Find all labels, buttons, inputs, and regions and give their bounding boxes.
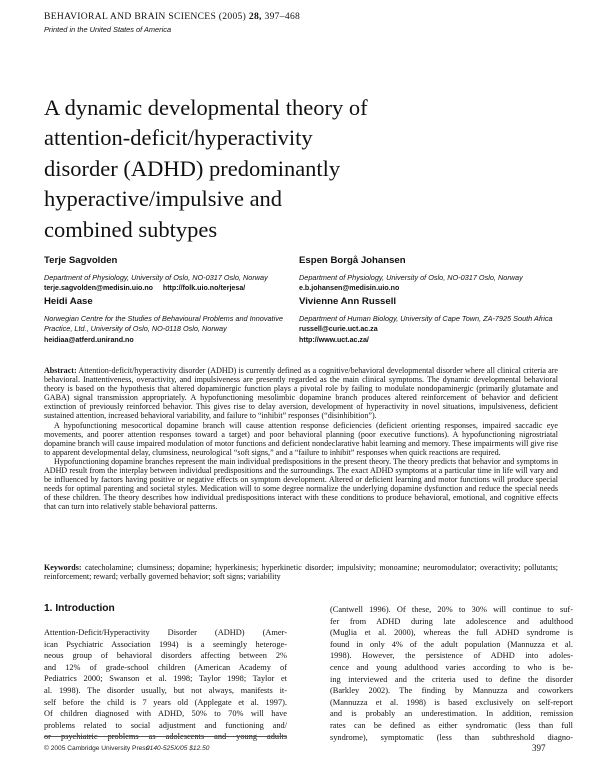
title-line: hyperactive/impulsive and <box>44 186 283 212</box>
abstract-paragraph: Hypofunctioning dopamine branches represent the main individual predispositions in the present theory. The theory predicts that behavior and symptoms in ADHD result from the interplay between individual predispositions and the surroundings. The exact ADHD symptoms at a particular time in life will vary and be influenced by factors having positive or negative effects on symptom development. Altered or deficient learning and motor functions will produce special needs for optimal parenting and societal styles. Medication will to some degree normalize the underlying dopamine dysfunction and reduce the special needs of these children. The theory describes how individual predispositions interact with these conditions to produce behavioral, emotional, and cognitive effects that can turn into relatively stable behavioral patterns. <box>44 456 558 512</box>
author-name: Vivienne Ann Russell <box>299 296 397 307</box>
body-line: problems related to social adjustment and functioning and/ <box>44 720 287 730</box>
author-block <box>299 297 553 345</box>
journal-header <box>44 11 300 22</box>
author-affiliation: Norwegian Centre for the Studies of Behavioural Problems and Innovative <box>44 313 283 323</box>
abstract-paragraph: A hypofunctioning mesocortical dopamine branch will cause attention response deficiencies (deficient orienting responses, impaired saccadic eye movements, and poorer attention responses toward a target) and poor behavioral planning (poor executive functions). A hypofunctioning nigrostriatal dopamine branch will cause impaired modulation of motor functions and deficient nondeclarative habit learning and memory. These impairments will give rise to apparent developmental delay, clumsiness, neurological “soft signs,” and a “failure to inhibit” responses when quick reactions are required. <box>44 420 558 457</box>
abstract-paragraph <box>44 366 558 421</box>
journal-pages: 397–468 <box>264 11 301 22</box>
author-affiliation: Department of Physiology, University of Oslo, NO-0317 Oslo, Norway <box>44 272 268 282</box>
body-line: fer from ADHD during late adolescence and adulthood <box>330 616 573 626</box>
body-line: 1998). However, the persistence of ADHD into adoles- <box>330 651 573 661</box>
author-affiliation: Practice, Ltd., University of Oslo, NO-0118 Oslo, Norway <box>44 324 227 334</box>
keywords <box>44 563 558 581</box>
author-contact: russell@curie.uct.ac.za <box>299 325 378 334</box>
journal-volume: 28, <box>248 11 262 22</box>
body-line: ing interviewed and the criteria used to define the disorder <box>330 674 573 684</box>
body-line: (Barkley 2002). The finding by Mannuzza and coworkers <box>330 686 573 696</box>
body-line: rates can be defined as either syndromatic (less than full <box>330 720 573 730</box>
printed-note: Printed in the United States of America <box>44 25 172 34</box>
footer-copyright: © 2005 Cambridge University Press <box>44 745 149 752</box>
body-line: Pediatrics 2000; Swanson et al. 1998; Taylor 1998; Taylor et <box>44 674 287 684</box>
keywords-text: catecholamine; clumsiness; dopamine; hyperkinesis; hyperkinetic disorder; impulsivity; monoamine; neuromodulator; overactivity; pollutants; reinforcement; reward; verbally governed behavior; soft signs; variability <box>44 563 558 582</box>
body-line: Of children diagnosed with ADHD, 50% to 70% will have <box>44 709 287 719</box>
body-line: and 12% of grade-school children (American Academy of <box>44 662 287 672</box>
keywords-label: Keywords: <box>44 563 82 572</box>
author-affiliation: Department of Human Biology, University of Cape Town, ZA-7925 South Africa <box>299 313 553 323</box>
title-line: A dynamic developmental theory of <box>44 95 368 120</box>
author-affiliation: Department of Physiology, University of Oslo, NO-0317 Oslo, Norway <box>299 272 523 282</box>
body-line: neous group of behavioral disorders affecting between 2% <box>44 651 287 661</box>
abstract <box>44 366 558 512</box>
author-url: http://www.uct.ac.za/ <box>299 335 369 344</box>
author-block <box>299 256 523 294</box>
footer-rule <box>44 736 287 737</box>
author-block <box>44 256 268 294</box>
section-heading: 1. Introduction <box>44 603 115 614</box>
paper-title <box>44 93 524 245</box>
abstract-label: Abstract: <box>44 366 77 375</box>
body-line: Attention-Deficit/Hyperactivity Disorder (ADHD) (Amer- <box>44 628 287 637</box>
author-contact: terje.sagvolden@medisin.uio.no http://folk.uio.no/terjesa/ <box>44 284 246 293</box>
title-line: attention-deficit/hyperactivity <box>44 125 313 151</box>
title-line: disorder (ADHD) predominantly <box>44 155 341 181</box>
body-line: ican Psychiatric Association 1994) is a seemingly heteroge- <box>44 639 287 649</box>
author-name: Terje Sagvolden <box>44 255 118 266</box>
body-line: al. 1998). The disorder usually, but not always, manifests it- <box>44 685 287 695</box>
title-line: combined subtypes <box>44 216 218 242</box>
body-line: self before the child is 7 years old (Applegate et al. 1997). <box>44 697 287 707</box>
abstract-text: Attention-deficit/hyperactivity disorder (ADHD) is currently defined as a cognitive/behavioral developmental disorder where all clinical criteria are behavioral. Inattentiveness, overactivity, and impulsiveness are presently regarded as the main clinical symptoms. The dynamic developmental behavioral theory is based on the hypothesis that altered dopaminergic function plays a pivotal role by failing to modulate nondopaminergic (primarily glutamate and GABA) signal transmission appropriately. A hypofunctioning mesolimbic dopamine branch produces altered reinforcement of behavior and deficient extinction of previously reinforced behavior. This gives rise to delay aversion, development of hyperactivity in novel situations, impulsiveness, deficient sustained attention, increased behavioral variability, and failure to “inhibit” responses (“disinhibition”). <box>44 366 558 421</box>
body-column-right <box>330 604 573 743</box>
body-line: (Cantwell 1996). Of these, 20% to 30% will continue to suf- <box>330 605 573 614</box>
author-contact: e.b.johansen@medisin.uio.no <box>299 284 400 293</box>
body-column-left <box>44 627 287 743</box>
body-line: (Muglia et al. 2000), whereas the full ADHD syndrome is <box>330 628 573 638</box>
body-line: cence and young adulthood varies according to who is be- <box>330 662 573 672</box>
footer-issn: 0140-525X/05 $12.50 <box>146 745 210 752</box>
body-line: or psychiatric problems as adolescents and young adults <box>44 732 287 742</box>
author-block <box>44 297 283 345</box>
journal-name: BEHAVIORAL AND BRAIN SCIENCES (2005) <box>44 11 247 22</box>
body-line: and is probably an underestimation. In addition, remission <box>330 709 573 719</box>
body-line: (Mannuzza et al. 1998) is based exclusively on self-report <box>330 697 573 707</box>
author-contact: heidiaa@atferd.unirand.no <box>44 335 134 344</box>
body-line: syndrome), symptomatic (less than subthreshold diagno- <box>330 732 573 742</box>
body-line: found in only 4% of the adult population (Mannuzza et al. <box>330 639 573 649</box>
author-name: Espen Borgå Johansen <box>299 255 406 266</box>
author-name: Heidi Aase <box>44 296 93 307</box>
page-number: 397 <box>532 743 546 753</box>
